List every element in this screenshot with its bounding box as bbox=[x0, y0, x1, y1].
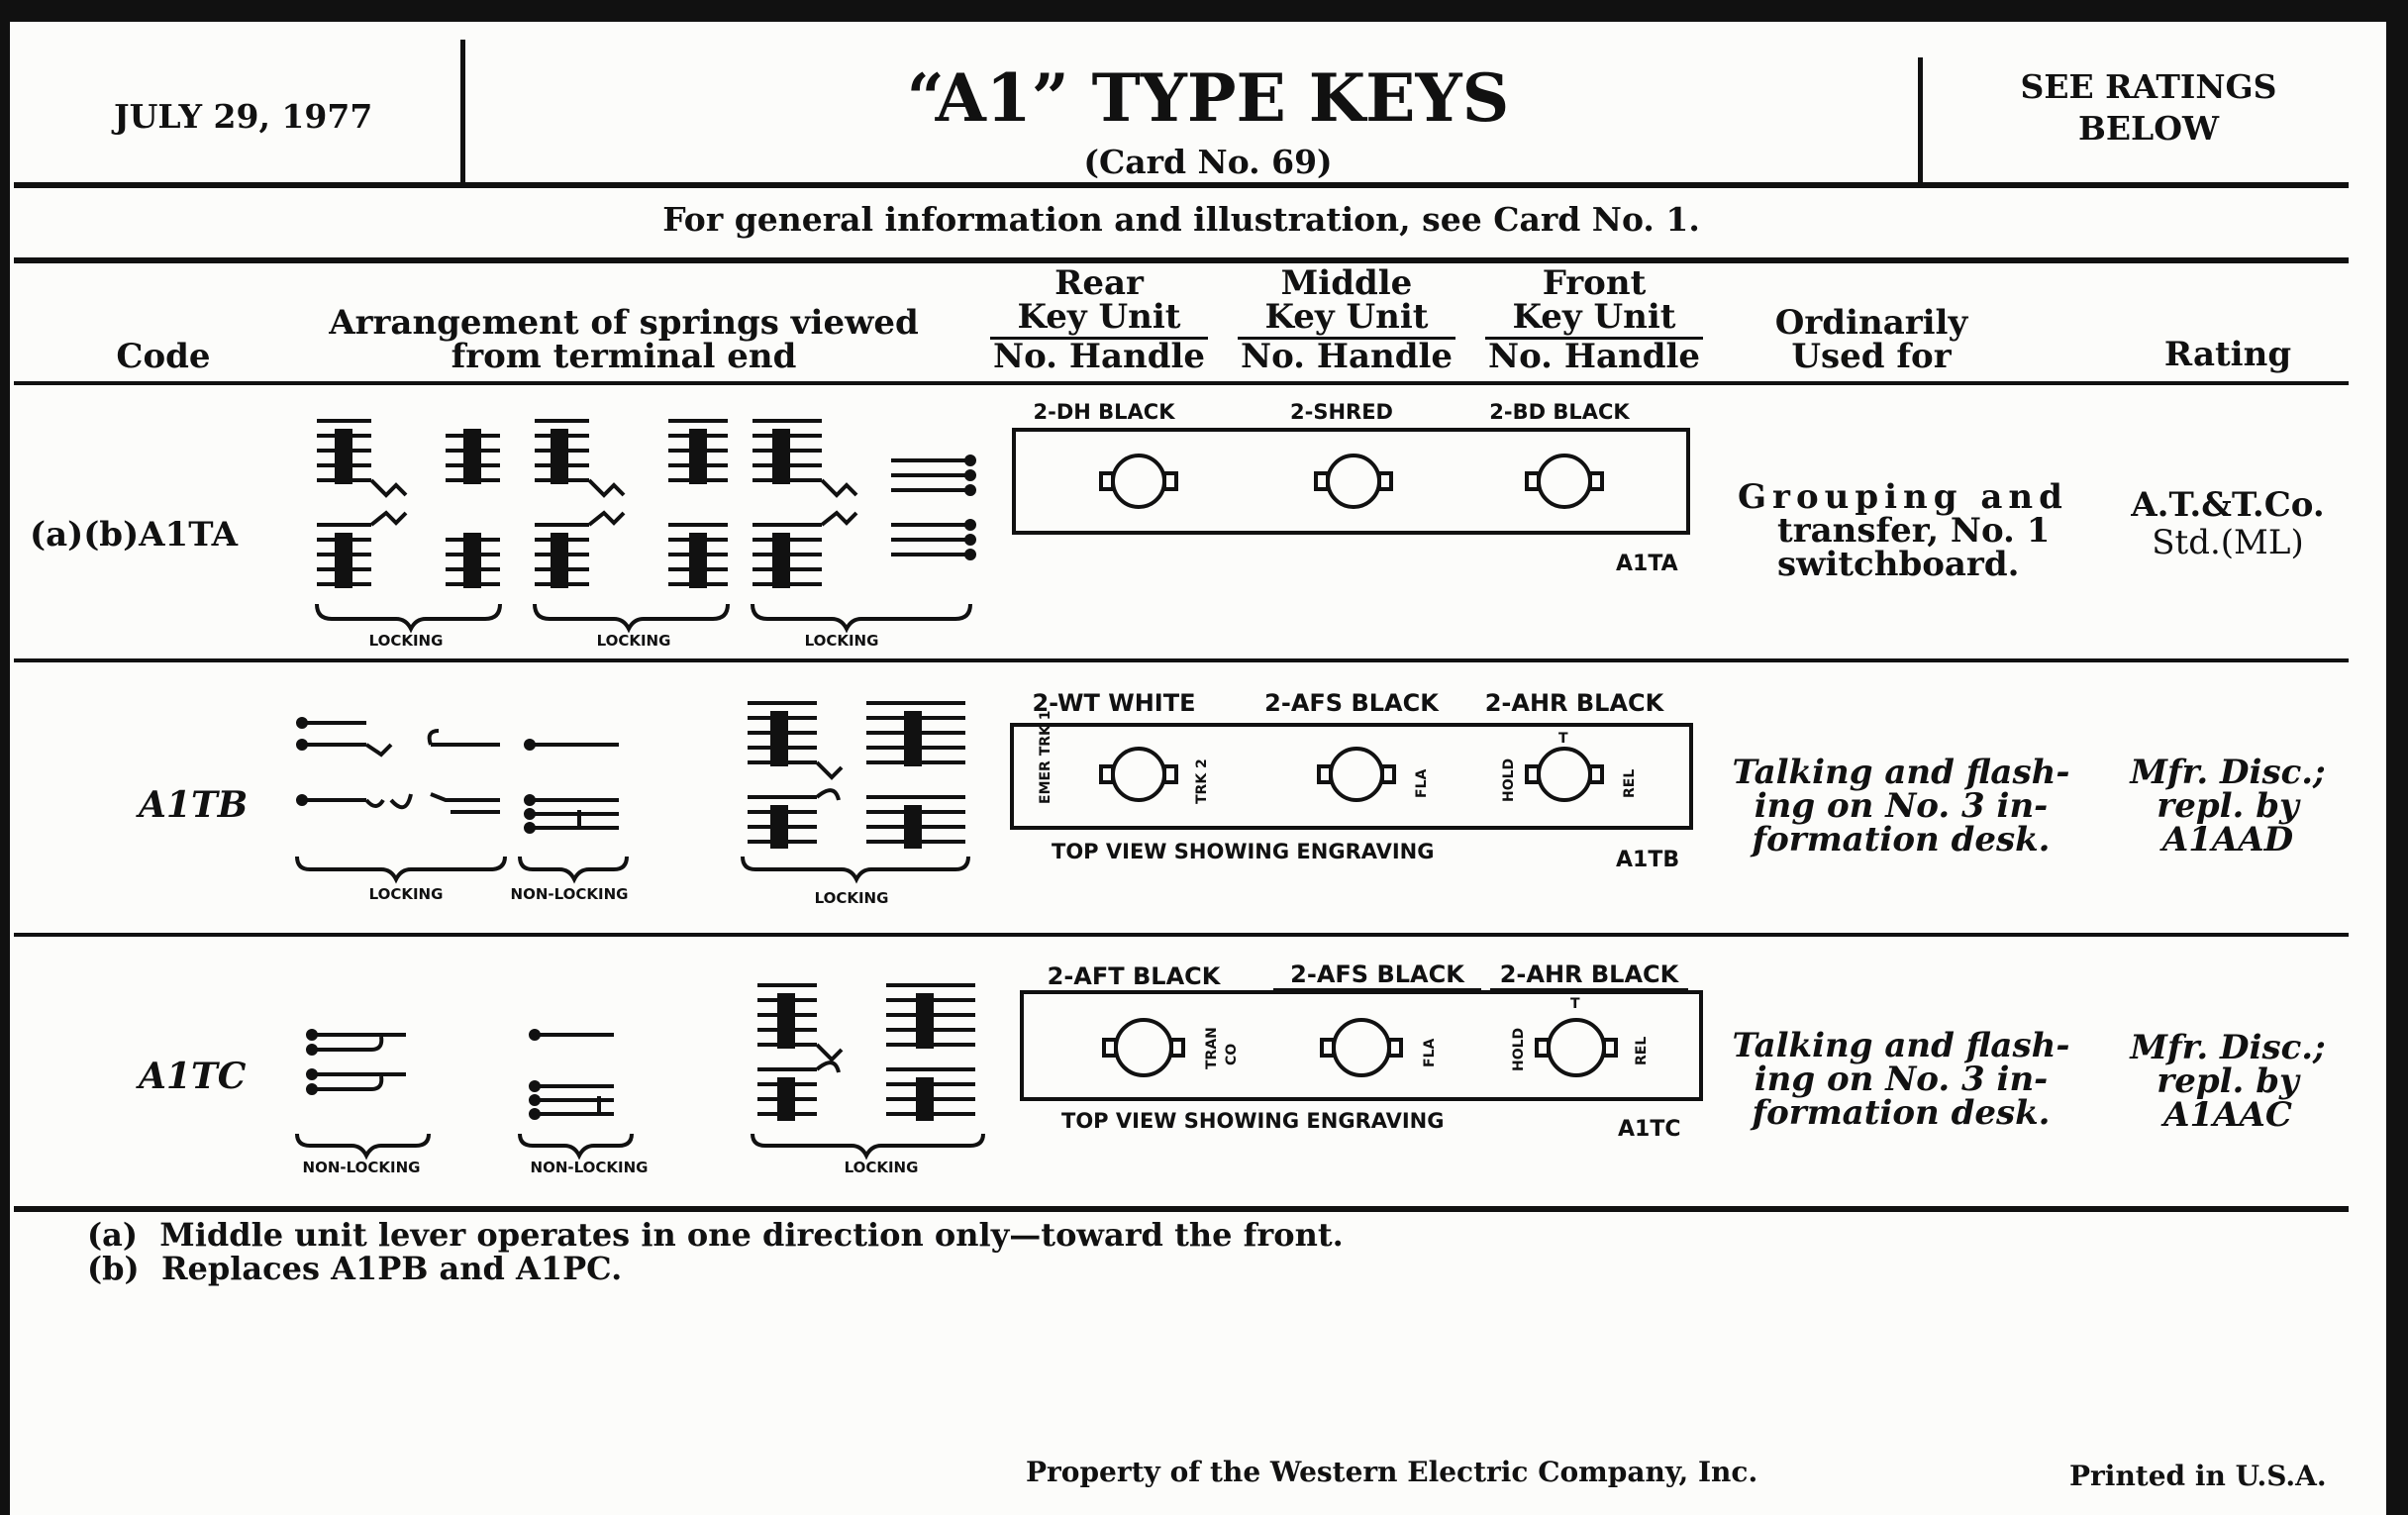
footer-property: Property of the Western Electric Company, Inc. bbox=[1026, 1456, 1758, 1488]
col-rear-no-handle: No. Handle bbox=[992, 337, 1206, 376]
row-a1tb-engrave-front-right: REL bbox=[1622, 768, 1638, 798]
col-middle-line1: Middle bbox=[1280, 263, 1413, 303]
row-a1tc-panel-label: A1TC bbox=[1618, 1117, 1681, 1142]
row-a1tb-rating-2: repl. by bbox=[2157, 786, 2299, 826]
row-a1tb-used-for-2: ing on No. 3 in- bbox=[1754, 786, 2049, 826]
row-a1tc-used-for-2: ing on No. 3 in- bbox=[1754, 1060, 2049, 1099]
rule-table-bottom bbox=[14, 1206, 2349, 1212]
row-a1tb-engrave-front-left: HOLD bbox=[1501, 758, 1517, 802]
row-a1ta-rating-2: Std.(ML) bbox=[2152, 523, 2304, 562]
col-middle-key-unit: Key Unit bbox=[1238, 297, 1455, 340]
row-a1tc-rating-2: repl. by bbox=[2157, 1061, 2299, 1101]
row-a1tc-front-handle: 2-AHR BLACK bbox=[1490, 960, 1688, 990]
rule-col-headers bbox=[14, 381, 2349, 385]
scan-edge-left bbox=[0, 0, 10, 1515]
row-a1ta-used-for-1: Grouping and bbox=[1738, 477, 2068, 517]
row-a1tb-code: A1TB bbox=[139, 784, 249, 826]
row-a1ta-spring-diagram bbox=[297, 396, 990, 654]
row-a1tb-engrave-rear-right: TRK 2 bbox=[1194, 758, 1210, 804]
row-a1tb-spring-diagram bbox=[292, 683, 985, 906]
row-a1tb-panel-label: A1TB bbox=[1616, 848, 1680, 872]
row-a1ta-spring-label-3: LOCKING bbox=[804, 632, 879, 650]
row-a1tc-rear-handle: 2-AFT BLACK bbox=[1047, 962, 1221, 990]
row-a1tb-middle-handle: 2-AFS BLACK bbox=[1264, 689, 1439, 717]
row-a1tc-code: A1TC bbox=[139, 1056, 247, 1097]
row-a1tc-engrave-middle-right: FLA bbox=[1422, 1038, 1438, 1067]
row-a1tc-spring-label-1: NON-LOCKING bbox=[302, 1159, 421, 1176]
col-code: Code bbox=[116, 337, 211, 376]
row-a1tc-engrave-front-top: T bbox=[1570, 996, 1580, 1012]
footnote-a: (a) Middle unit lever operates in one direction only—toward the front. bbox=[87, 1216, 1344, 1254]
col-middle-no-handle: No. Handle bbox=[1240, 337, 1454, 376]
card-date: JULY 29, 1977 bbox=[114, 97, 373, 136]
row-a1tc-used-for-3: formation desk. bbox=[1752, 1093, 2051, 1133]
rule-header bbox=[14, 182, 2349, 188]
rule-row-2 bbox=[14, 933, 2349, 937]
row-a1ta-panel-label: A1TA bbox=[1616, 552, 1678, 576]
row-a1tc-spring-label-2: NON-LOCKING bbox=[530, 1159, 649, 1176]
row-a1ta-middle-handle: 2-SHRED bbox=[1290, 400, 1393, 424]
col-front-key-unit: Key Unit bbox=[1485, 297, 1703, 340]
row-a1tb-spring-label-3: LOCKING bbox=[814, 889, 889, 907]
row-a1tc-key-panel bbox=[1020, 990, 1703, 1101]
col-rear-key-unit: Key Unit bbox=[990, 297, 1208, 340]
ratings-note-line1: SEE RATINGS bbox=[2020, 67, 2277, 106]
scan-edge-right bbox=[2386, 0, 2408, 1515]
row-a1ta-used-for-2: transfer, No. 1 bbox=[1777, 511, 2051, 551]
header-divider-right bbox=[1918, 57, 1923, 186]
card-title: “A1” TYPE KEYS bbox=[906, 59, 1510, 137]
row-a1tc-engrave-front-right: REL bbox=[1634, 1036, 1650, 1065]
ratings-note-line2: BELOW bbox=[2077, 109, 2220, 148]
col-front-line1: Front bbox=[1542, 263, 1647, 303]
row-a1tc-used-for-1: Talking and flash- bbox=[1732, 1026, 2070, 1065]
row-a1tc-spring-label-3: LOCKING bbox=[844, 1159, 919, 1176]
footer-printed: Printed in U.S.A. bbox=[2069, 1460, 2327, 1492]
row-a1tc-spring-diagram bbox=[292, 975, 995, 1178]
row-a1tb-engrave-front-top: T bbox=[1558, 731, 1568, 747]
col-rear-line1: Rear bbox=[1054, 263, 1144, 303]
row-a1tb-engrave-rear-left: EMER TRK 1 bbox=[1038, 710, 1054, 804]
row-a1ta-used-for-3: switchboard. bbox=[1777, 545, 2020, 584]
col-front-no-handle: No. Handle bbox=[1487, 337, 1701, 376]
row-a1tb-rating-3: A1AAD bbox=[2161, 820, 2294, 859]
col-arrangement-line2: from terminal end bbox=[451, 337, 797, 376]
row-a1ta-spring-label-2: LOCKING bbox=[596, 632, 671, 650]
row-a1tb-spring-label-2: NON-LOCKING bbox=[510, 885, 629, 903]
row-a1tb-used-for-1: Talking and flash- bbox=[1732, 753, 2070, 792]
col-rating: Rating bbox=[2163, 335, 2292, 374]
row-a1tc-engraving-note: TOP VIEW SHOWING ENGRAVING bbox=[1061, 1109, 1445, 1133]
row-a1tc-rating-1: Mfr. Disc.; bbox=[2130, 1028, 2326, 1067]
row-a1ta-rating-1: A.T.&T.Co. bbox=[2131, 485, 2325, 525]
rule-row-1 bbox=[14, 658, 2349, 662]
col-used-for-line1: Ordinarily bbox=[1774, 303, 1968, 343]
row-a1tc-middle-handle: 2-AFS BLACK bbox=[1273, 960, 1481, 990]
row-a1ta-spring-label-1: LOCKING bbox=[368, 632, 444, 650]
footnote-b: (b) Replaces A1PB and A1PC. bbox=[87, 1250, 623, 1287]
col-arrangement-line1: Arrangement of springs viewed bbox=[329, 303, 919, 343]
row-a1tb-used-for-3: formation desk. bbox=[1752, 820, 2051, 859]
row-a1tb-engraving-note: TOP VIEW SHOWING ENGRAVING bbox=[1052, 840, 1435, 863]
row-a1tb-engrave-middle-right: FLA bbox=[1414, 768, 1430, 798]
row-a1tc-engrave-front-left: HOLD bbox=[1511, 1027, 1527, 1071]
row-a1ta-rear-handle: 2-DH BLACK bbox=[1033, 400, 1175, 424]
row-a1tc-rating-3: A1AAC bbox=[2163, 1095, 2292, 1135]
row-a1ta-code: (a)(b)A1TA bbox=[30, 515, 239, 555]
col-used-for-line2: Used for bbox=[1791, 337, 1952, 376]
card-subtitle: (Card No. 69) bbox=[1083, 143, 1333, 181]
row-a1tb-key-panel bbox=[1010, 723, 1693, 830]
row-a1tb-rating-1: Mfr. Disc.; bbox=[2130, 753, 2326, 792]
row-a1tb-spring-label-1: LOCKING bbox=[368, 885, 444, 903]
row-a1tc-engrave-rear-right-1: TRAN bbox=[1204, 1027, 1220, 1069]
header-divider-left bbox=[460, 40, 465, 186]
scan-edge-top bbox=[0, 0, 2408, 22]
row-a1ta-key-panel bbox=[1012, 428, 1690, 535]
row-a1tb-rear-handle: 2-WT WHITE bbox=[1032, 689, 1196, 717]
row-a1ta-front-handle: 2-BD BLACK bbox=[1489, 400, 1630, 424]
row-a1tc-engrave-rear-right-2: CO bbox=[1224, 1043, 1240, 1065]
row-a1tb-front-handle: 2-AHR BLACK bbox=[1484, 689, 1664, 717]
general-info: For general information and illustration, see Card No. 1. bbox=[662, 200, 1700, 239]
